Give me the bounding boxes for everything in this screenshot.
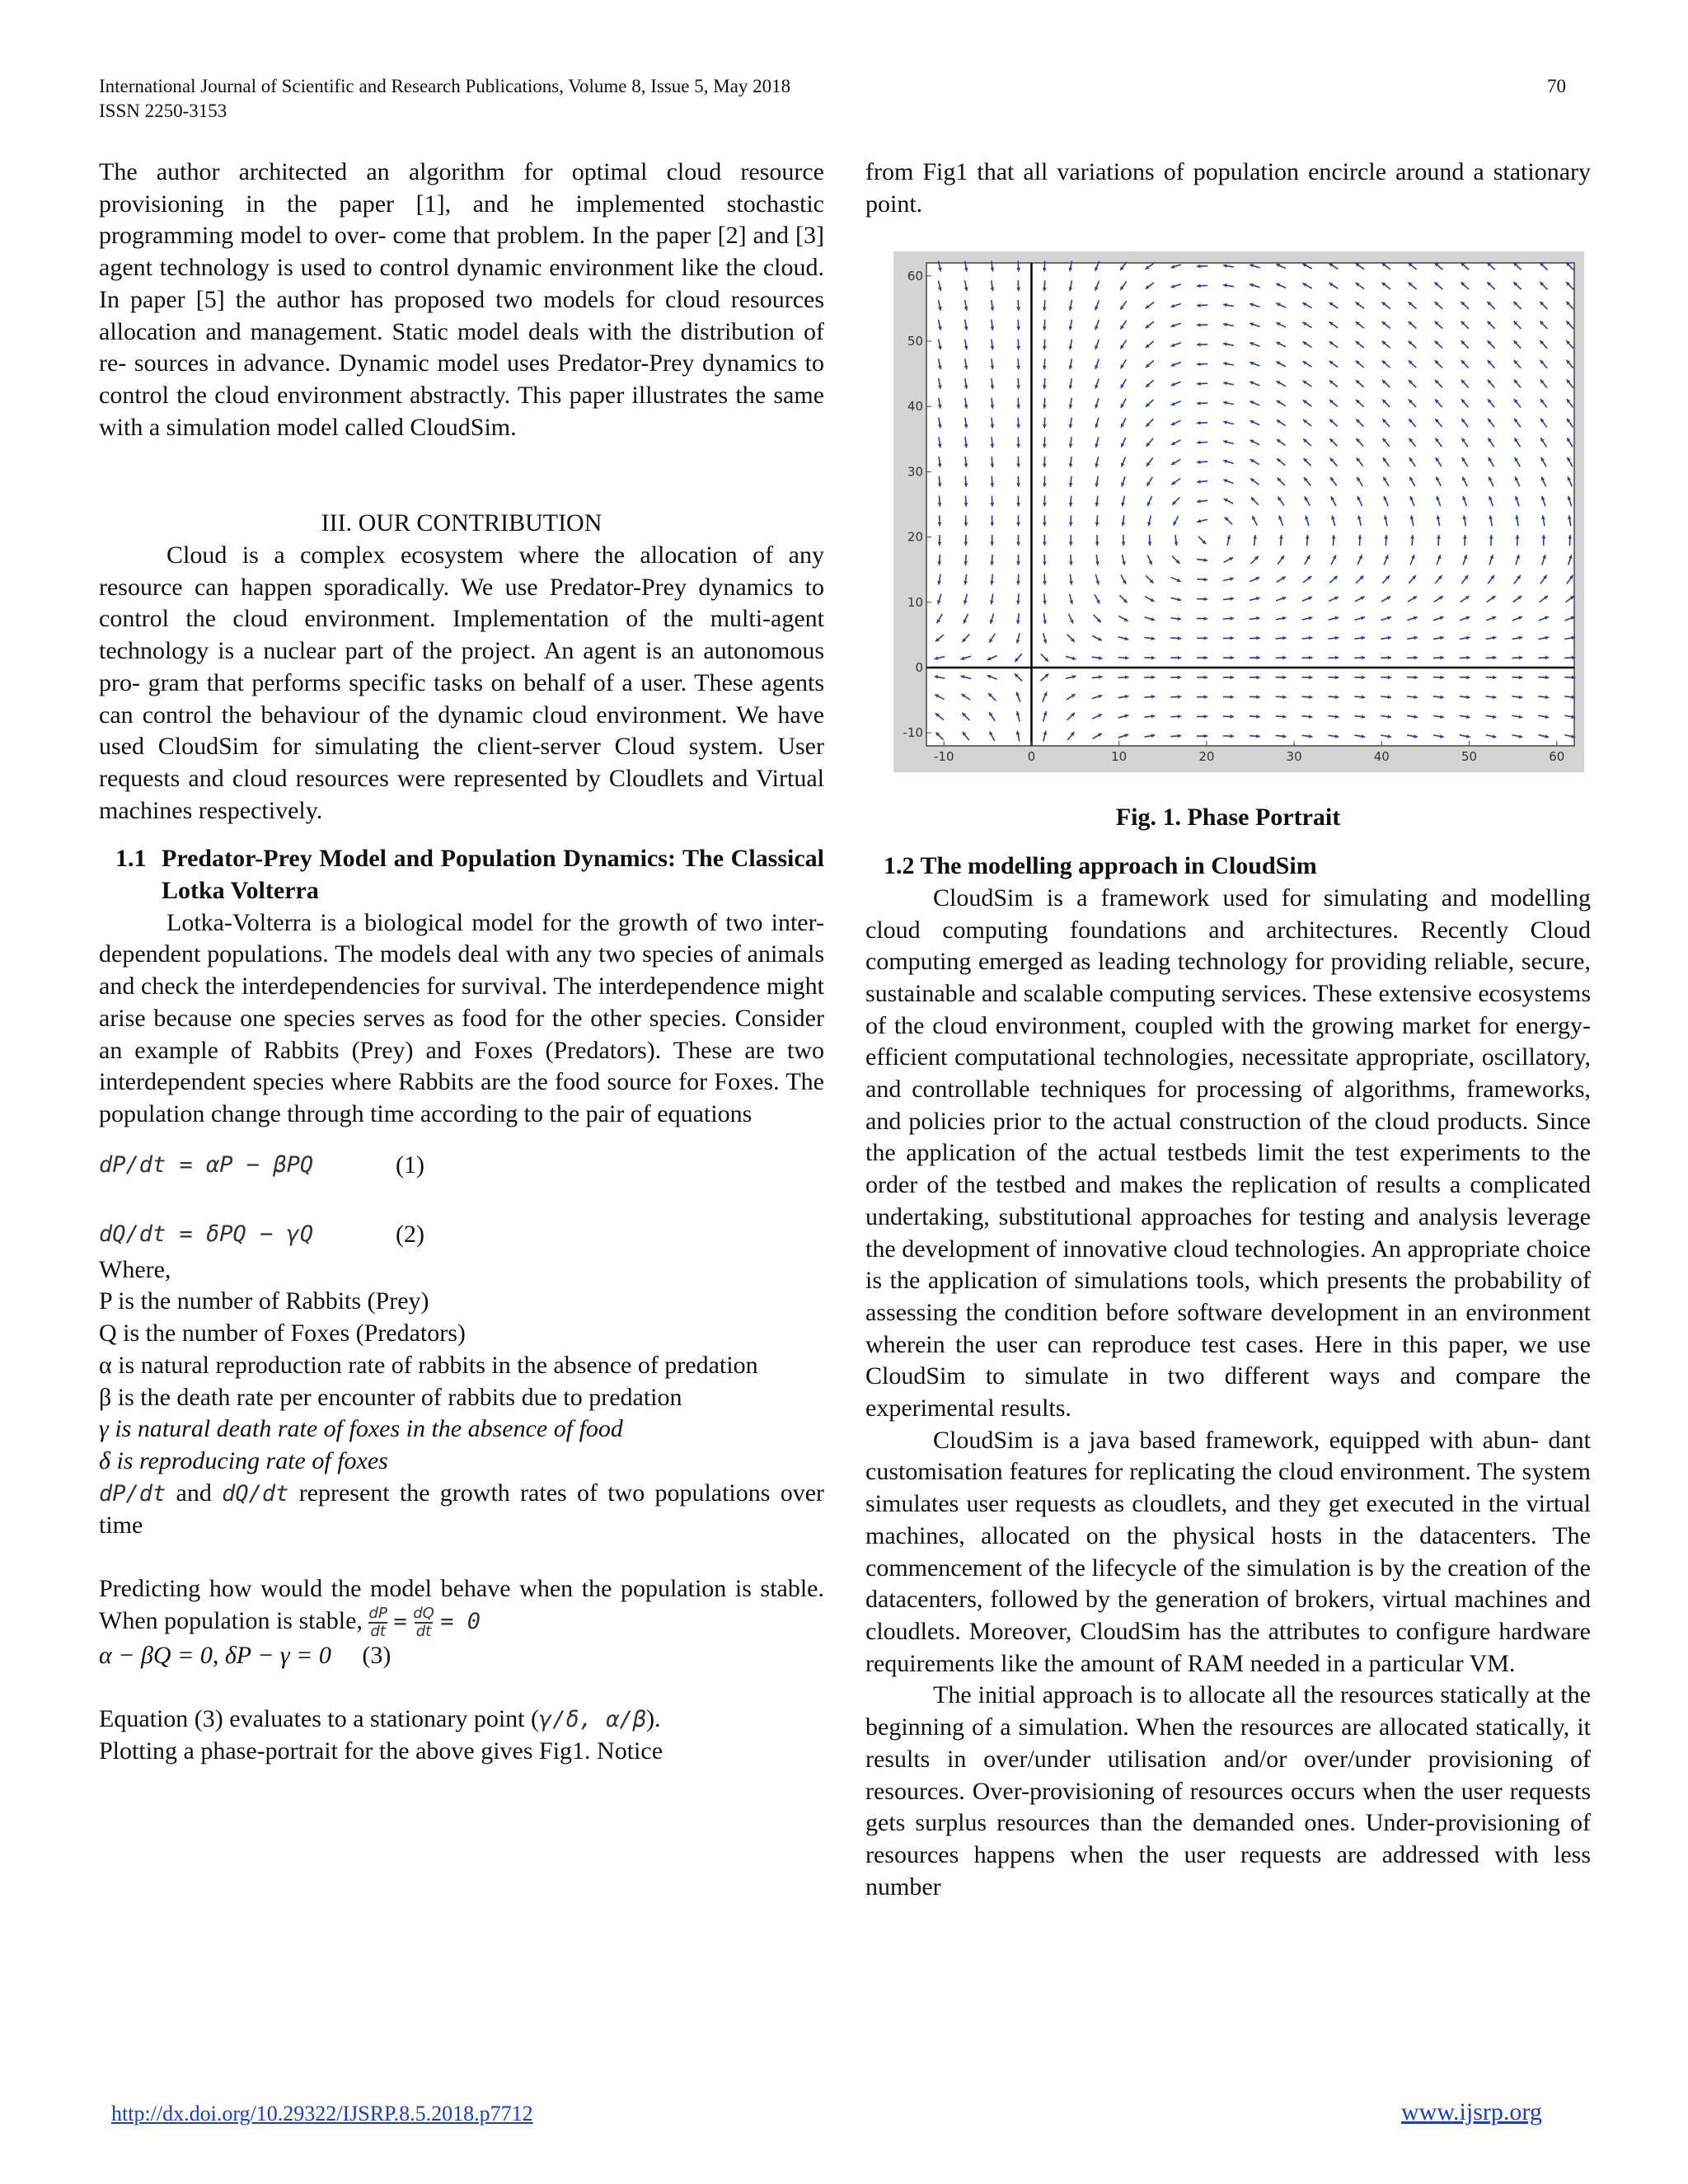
x-tick-label: 40: [1373, 749, 1390, 765]
x-tick-label: 20: [1198, 749, 1215, 765]
definition-gamma: γ is natural death rate of foxes in the absence of food: [99, 1415, 623, 1443]
plot-paragraph: Plotting a phase-portrait for the above gives Fig1. Notice: [99, 1737, 663, 1765]
growth-and: and: [176, 1479, 212, 1507]
y-tick-label: 20: [907, 530, 923, 546]
y-tick-label: 10: [907, 595, 923, 611]
where-label: Where,: [99, 1255, 171, 1283]
equation-2: [99, 1216, 824, 1254]
definition-beta: β is the death rate per encounter of rabbits due to predation: [99, 1383, 682, 1411]
y-tick-label: 60: [907, 269, 923, 284]
equation-2-number: (2): [396, 1221, 424, 1249]
y-tick-label: -10: [903, 725, 923, 741]
doi-link[interactable]: http://dx.doi.org/10.29322/IJSRP.8.5.2018.p7712: [111, 2102, 533, 2125]
cloudsim-paragraph-3: The initial approach is to allocate all the resources statically at the beginning of a simulation. When the resources are allocated statically, it results in over/under utilisation and/or over/under provisioning of resources. Over-provisioning of resources occurs when the user requests gets surplus resources than the demanded ones. Under-provisioning of resources happens when the user requests are addressed with less number: [865, 1681, 1591, 1900]
growth-rate-line: [99, 1478, 824, 1542]
equation-2-text: dQ/dt = δPQ − γQ: [99, 1221, 314, 1248]
subsection-1-2-heading: 1.2 The modelling approach in CloudSim: [884, 852, 1317, 880]
stationary-sentence: [99, 1704, 824, 1736]
y-tick-label: 0: [915, 660, 923, 676]
fraction-dp-denominator: dt: [370, 1622, 386, 1640]
page-number: 70: [1547, 76, 1566, 96]
page-header: [99, 74, 1566, 124]
definition-q: Q is the number of Foxes (Predators): [99, 1319, 466, 1347]
equation-1: [99, 1147, 824, 1185]
fraction-dq-denominator: dt: [415, 1622, 432, 1640]
cloudsim-paragraph-1: CloudSim is a framework used for simulating and modelling cloud computing foundations and architectures. Recently Cloud computing emerged as leading technology for providing reliable, secure, sustainable and scalable computing services. These extensive ecosystems of the cloud environment, coupled with the growing market for energy-efficient computational technologies, necessitate appropriate, oscillatory, and controllable techniques for processing of algorithms, frameworks, and policies prior to the actual construction of the cloud products. Since the application of the actual testbeds limit the test experiments to the order of the testbed and makes the replication of results a complicated undertaking, substitutional approaches for testing and analysis leverage the development of innovative cloud technologies. An appropriate choice is the application of simulations tools, which presents the probability of assessing the condition before software development in an environment wherein the user can reproduce test cases. Here in this paper, we use CloudSim to simulate in two different ways and compare the experimental results.: [865, 883, 1591, 1422]
x-tick-label: 10: [1111, 749, 1128, 765]
y-tick-label: 30: [907, 464, 923, 480]
x-tick-label: 30: [1286, 749, 1302, 765]
stationary-point: γ/δ, α/β: [539, 1706, 647, 1732]
equation-1-number: (1): [396, 1151, 424, 1179]
subsection-1-1-heading: [99, 843, 824, 907]
x-tick-label: 50: [1461, 749, 1478, 765]
section-title: III. OUR CONTRIBUTION: [321, 509, 603, 537]
fraction-zero: = 0: [440, 1608, 481, 1634]
lotka-paragraph: Lotka-Volterra is a biological model for the growth of two inter- dependent populations. The models deal with any two species of animals and check the interdependencies for survival. The interdependence might arise because one species serves as food for the other species. Consider an example of Rabbits (Prey) and Foxes (Predators). These are two interdependent species where Rabbits are the food source for Foxes. The population change through time according to the pair of equations: [99, 908, 824, 1127]
plot-area: [926, 263, 1574, 746]
definition-alpha: α is natural reproduction rate of rabbits in the absence of predation: [99, 1351, 758, 1379]
cloudsim-paragraph-2: CloudSim is a java based framework, equipped with abun- dant customisation features for replicating the cloud environment. The system simulates user requests as cloudlets, and they get executed in the virtual machines, allocated on the physical hosts in the datacenters. The commencement of the lifecycle of the simulation is by the creation of the datacenters, followed by the generation of brokers, virtual machines and cloudlets. Moreover, CloudSim has the attributes to configure hardware requirements like the amount of RAM needed in a particular VM.: [865, 1426, 1591, 1677]
equation-1-text: dP/dt = αP − βPQ: [99, 1152, 314, 1179]
left-column: [99, 157, 824, 1768]
site-link[interactable]: www.ijsrp.org: [1401, 2098, 1542, 2125]
x-tick-label: 0: [1027, 749, 1036, 765]
continuation-paragraph: from Fig1 that all variations of population encircle around a stationary point.: [865, 158, 1591, 218]
y-tick-label: 50: [907, 334, 923, 349]
phase-portrait-figure: [893, 251, 1584, 772]
right-column: [865, 157, 1591, 1903]
growth-dp: dP/dt: [99, 1480, 166, 1507]
equation-3-number: (3): [362, 1641, 392, 1669]
y-tick-label: 40: [907, 399, 923, 415]
figure-caption: Fig. 1. Phase Portrait: [1115, 804, 1341, 832]
equation-3: [99, 1640, 824, 1672]
predict-text: Predicting how would the model behave when the population is stable. When population is stable,: [99, 1575, 824, 1634]
stationary-pre: Equation (3) evaluates to a stationary point (: [99, 1704, 540, 1732]
phase-portrait-chart: [893, 251, 1584, 772]
definition-p: P is the number of Rabbits (Prey): [99, 1287, 429, 1315]
predict-paragraph: [99, 1573, 824, 1640]
fraction-equals: =: [393, 1608, 407, 1634]
equation-3-text: α − βQ = 0, δP − γ = 0: [99, 1641, 331, 1669]
subsection-number: 1.1: [115, 845, 147, 873]
subsection-title: Predator-Prey Model and Population Dynamics: The Classical Lotka Volterra: [162, 845, 824, 905]
fraction-dq-numerator: dQ: [413, 1604, 434, 1622]
x-tick-label: -10: [933, 749, 954, 765]
stationary-post: ).: [646, 1704, 661, 1732]
intro-paragraph: The author architected an algorithm for optimal cloud resource provisioning in the paper [1], and he implemented stochastic programming model to over- come that problem. In the paper [2] and [3] agent technology is used to control dynamic environment like the cloud. In paper [5] the author has proposed two models for cloud resources allocation and management. Static model deals with the distribution of re- sources in advance. Dynamic model uses Predator-Prey dynamics to control the cloud environment abstractly. This paper illustrates the same with a simulation model called CloudSim.: [99, 158, 824, 441]
contribution-paragraph: Cloud is a complex ecosystem where the allocation of any resource can happen sporadically. We use Predator-Prey dynamics to control the cloud environment. Implementation of the multi-agent technology is a nuclear part of the project. An agent is an autonomous pro- gram that performs specific tasks on behalf of a user. These agents can control the behaviour of the dynamic cloud environment. We have used CloudSim for simulating the client-server Cloud system. User requests and cloud resources were represented by Cloudlets and Virtual machines respectively.: [99, 541, 824, 824]
definition-delta: δ is reproducing rate of foxes: [99, 1446, 388, 1474]
journal-title: International Journal of Scientific and Research Publications, Volume 8, Issue 5, May 2018: [99, 76, 791, 96]
growth-rest: represent the growth rates of two populations over time: [99, 1479, 825, 1540]
fraction-dp-dt: [368, 1605, 387, 1640]
issn: ISSN 2250-3153: [99, 101, 227, 121]
growth-dq: dQ/dt: [222, 1480, 289, 1507]
x-tick-label: 60: [1549, 749, 1565, 765]
fraction-dq-dt: [413, 1605, 434, 1640]
fraction-dp-numerator: dP: [368, 1604, 387, 1622]
